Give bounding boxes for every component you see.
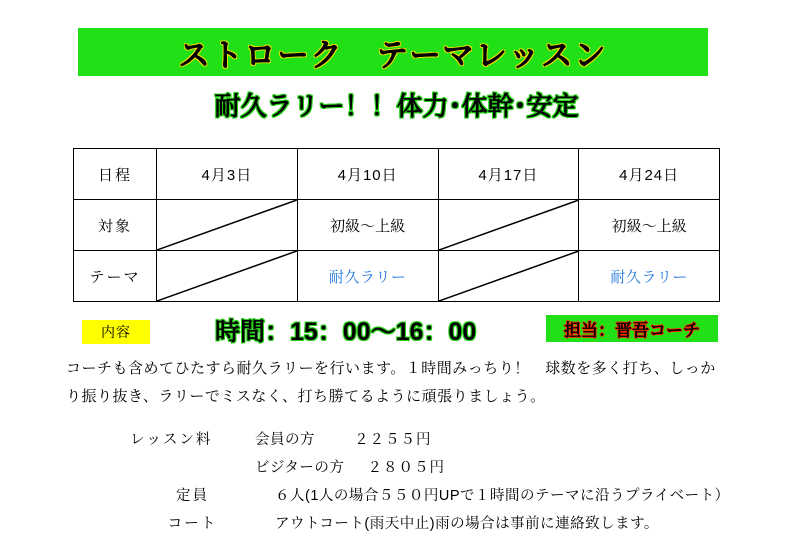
table-row <box>74 200 720 251</box>
page-subtitle: 耐久ラリー！！体力･体幹･安定 <box>214 91 579 121</box>
coach-badge <box>546 315 718 342</box>
details-row-fee-visitor <box>130 456 750 484</box>
fee-member-value: ２２５５円 <box>354 432 432 448</box>
theme-cell-4[interactable] <box>579 251 720 302</box>
diagonal-strike-icon <box>157 200 297 250</box>
target-cell-4: 初級〜上級 <box>579 200 720 251</box>
target-cell-2: 初級〜上級 <box>297 200 438 251</box>
table-row <box>74 149 720 200</box>
content-badge: 内容 <box>82 320 150 344</box>
row-label-schedule: 日程 <box>74 149 157 200</box>
theme-cell-2[interactable] <box>297 251 438 302</box>
diagonal-strike-icon <box>439 251 579 301</box>
coach-badge-label: 担当：晋吾コーチ <box>564 321 700 340</box>
fee-visitor-label: ビジターの方 <box>255 460 345 476</box>
theme-cell-1 <box>157 251 298 302</box>
details-row-capacity <box>130 484 750 512</box>
title-banner <box>78 28 708 76</box>
capacity-label: 定員 <box>176 488 209 504</box>
diagonal-strike-icon <box>157 251 297 301</box>
details-row-court <box>130 512 750 540</box>
court-value: アウトコート(雨天中止)雨の場合は事前に連絡致します。 <box>275 516 659 532</box>
description-text: コーチも含めてひたすら耐久ラリーを行います。１時間みっちり！ 球数を多く打ち、しっかり振り抜き、ラリーでミスなく、打ち勝てるように頑張りましょう。 <box>66 360 716 405</box>
diagonal-strike-icon <box>439 200 579 250</box>
fee-visitor <box>255 456 750 477</box>
target-cell-3 <box>438 200 579 251</box>
date-cell-4: 4月24日 <box>579 149 720 200</box>
row-label-target: 対象 <box>74 200 157 251</box>
date-cell-1: 4月3日 <box>157 149 298 200</box>
table-row <box>74 251 720 302</box>
fee-member-label: 会員の方 <box>255 432 315 448</box>
fee-member <box>255 428 750 449</box>
row-label-theme: テーマ <box>74 251 157 302</box>
fee-label: レッスン料 <box>130 432 213 448</box>
lesson-time: 時間：15：00〜16：00 <box>215 318 477 346</box>
details-row-fee <box>130 428 750 456</box>
court-label: コート <box>167 516 218 532</box>
theme-link-4[interactable]: 耐久ラリー <box>610 268 688 286</box>
capacity-value: ６人(1人の場合５５０円UPで１時間のテーマに沿うプライベート） <box>275 488 730 504</box>
page-title: ストローク テーマレッスン <box>178 37 608 73</box>
details-list <box>130 428 750 540</box>
fee-visitor-value: ２８０５円 <box>367 460 445 476</box>
theme-link-2[interactable]: 耐久ラリー <box>328 268 407 286</box>
date-cell-3: 4月17日 <box>438 149 579 200</box>
theme-cell-3 <box>438 251 579 302</box>
schedule-table <box>73 148 720 302</box>
date-cell-2: 4月10日 <box>297 149 438 200</box>
target-cell-1 <box>157 200 298 251</box>
